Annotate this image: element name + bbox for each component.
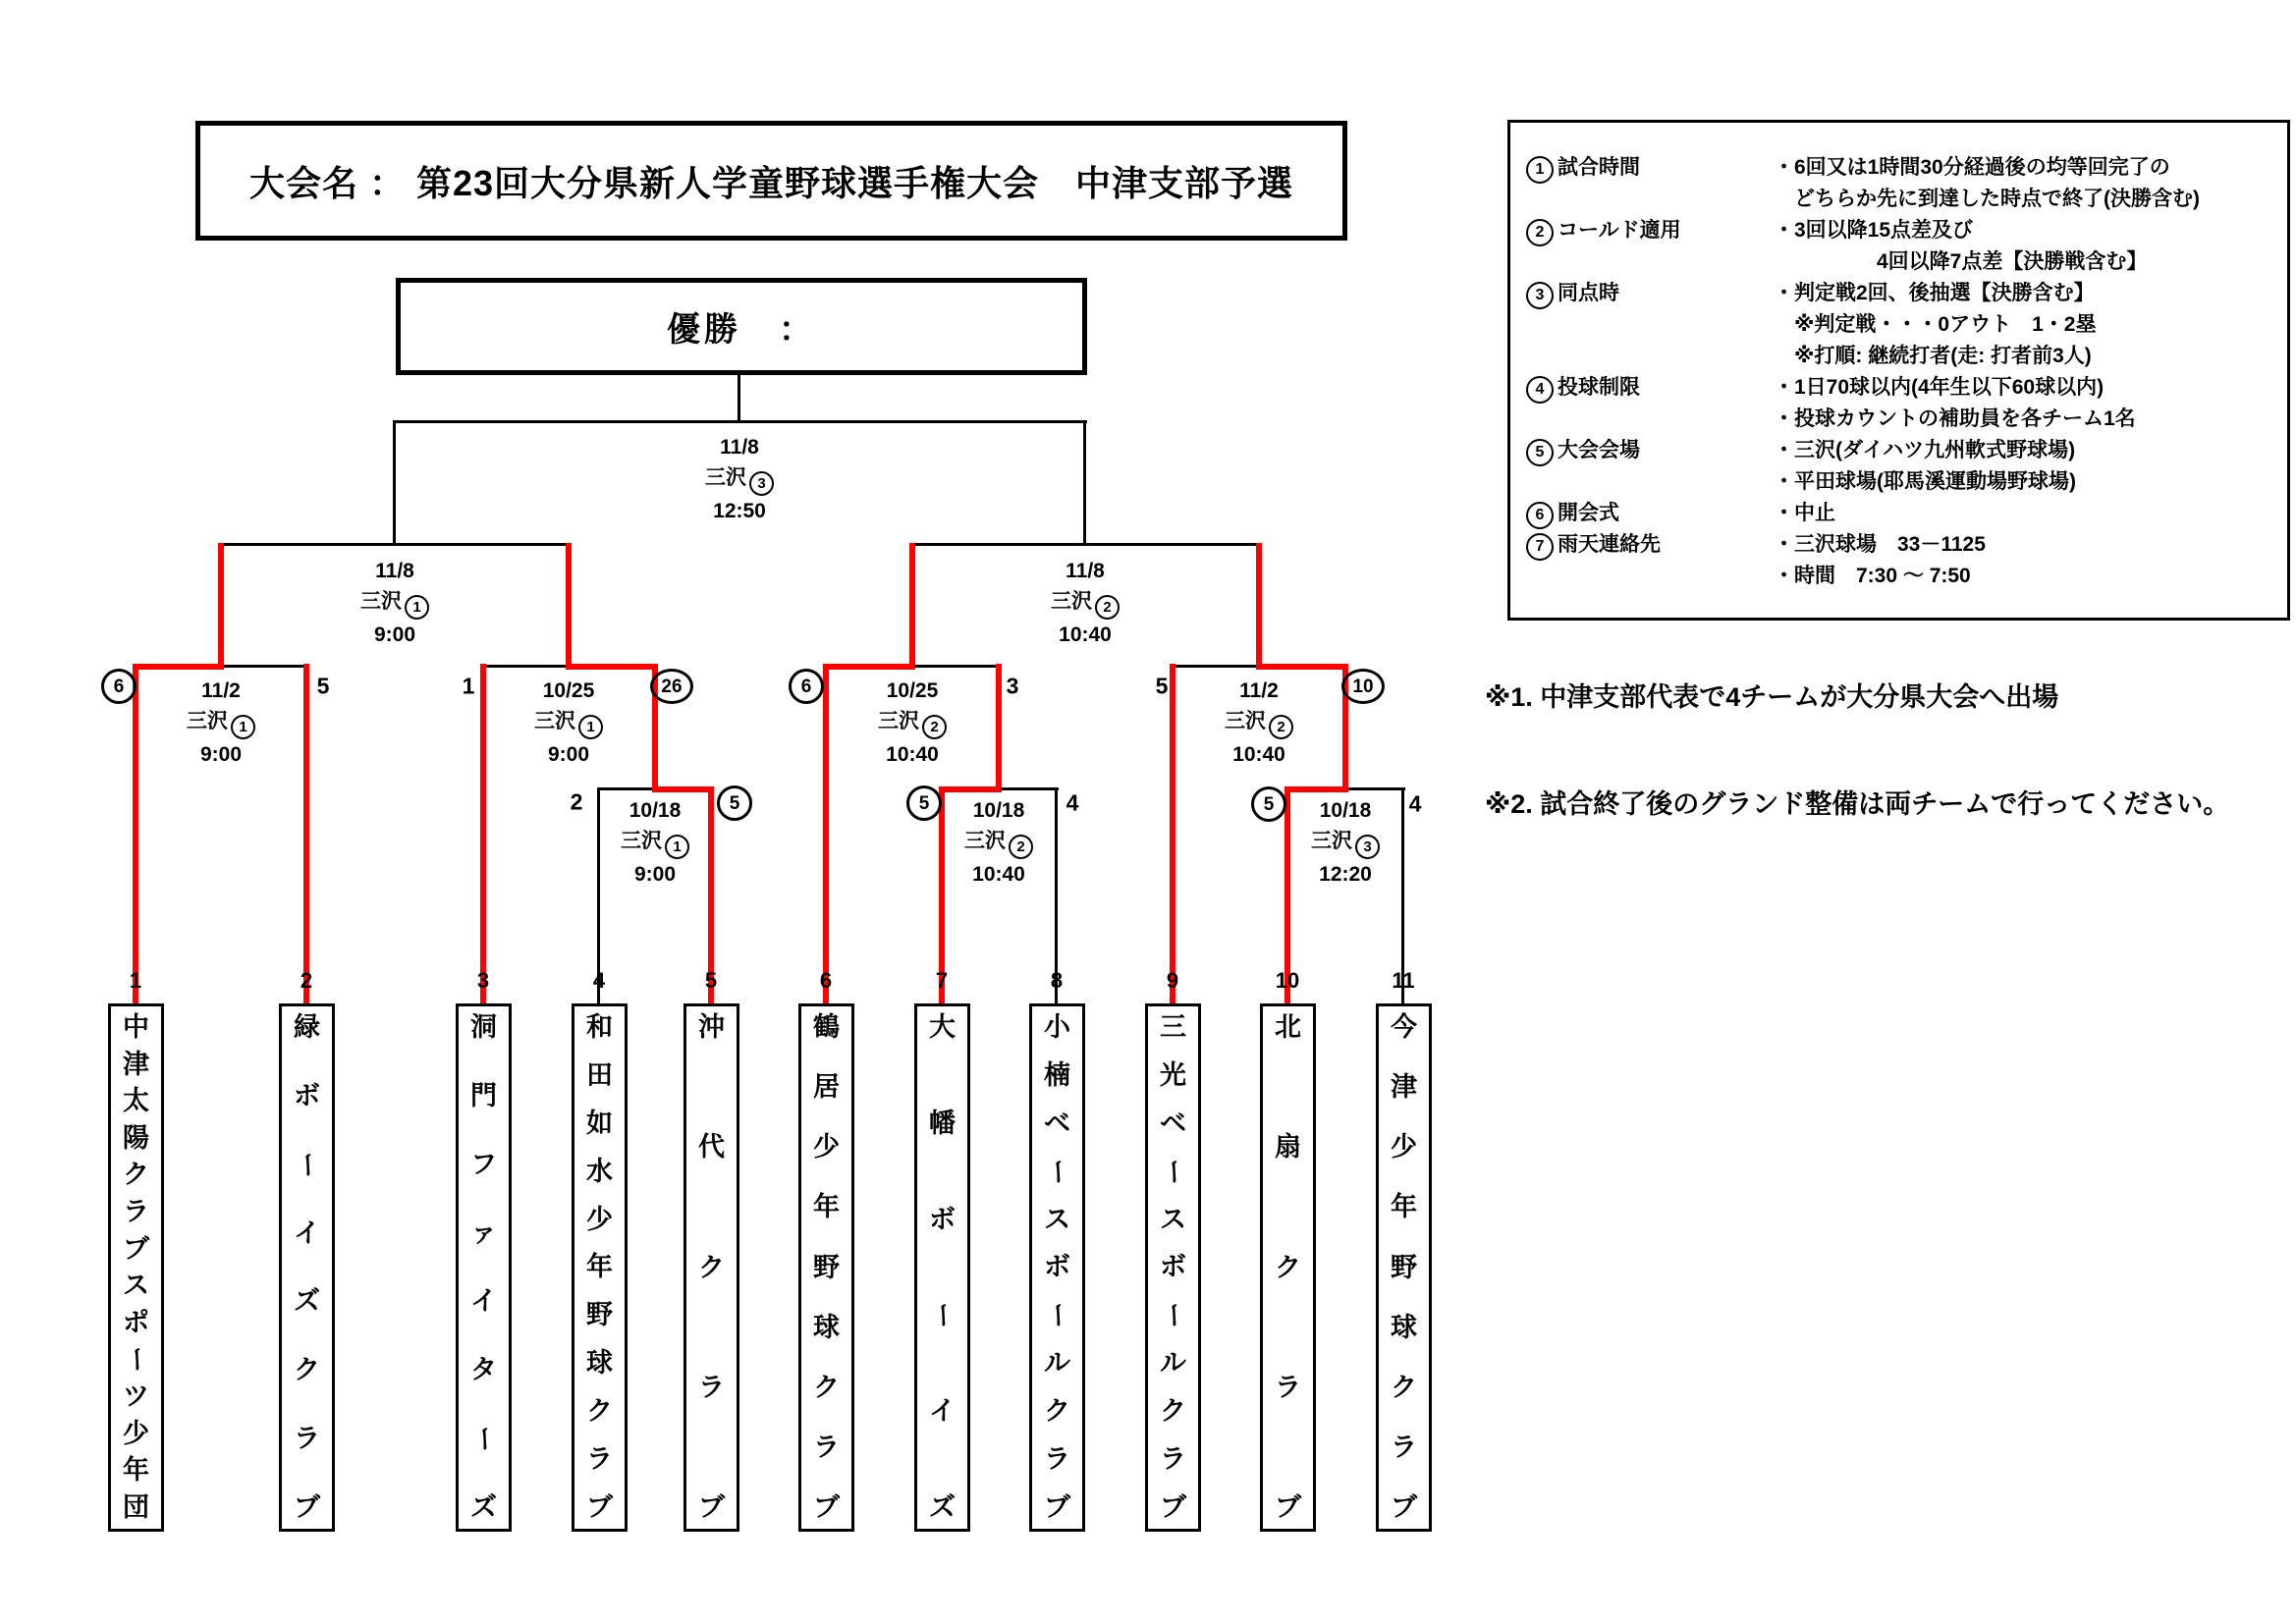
score-r1c-right: 4: [1408, 790, 1422, 817]
rule-row: どちらか先に到達した時点で終了(決勝含む): [1774, 188, 2200, 210]
rule-row: ・平田球場(耶馬溪運動場野球場): [1774, 470, 2076, 493]
team-name: 三 光 ベ ー ス ボ ー ル ク ラ ブ: [1159, 1012, 1188, 1522]
rule-row: ・時間 7:30 ～ 7:50: [1774, 565, 1971, 587]
game-time: 10:40: [972, 863, 1025, 886]
score-qf1-right: 5: [316, 673, 330, 699]
game-venue: 三沢 2: [915, 826, 1082, 859]
rule-row: 6 開会式 ・中止: [1526, 498, 2273, 529]
game-venue: 三沢 1: [137, 706, 304, 739]
rule-row: 4 投球制限 ・1日70球以内(4年生以下60球以内): [1526, 372, 2273, 404]
champion-label: 優勝 ：: [667, 311, 816, 349]
rule-number: 6: [1526, 502, 1554, 529]
team-number-3: 3: [476, 968, 490, 993]
bracket-line: [910, 543, 1261, 546]
winner-path: [1285, 786, 1348, 792]
rules-box: [1507, 120, 2290, 621]
team-box-1: [108, 1003, 164, 1532]
court-number: 1: [231, 715, 255, 739]
game-label-final: [656, 432, 823, 526]
team-box-5: [683, 1003, 739, 1532]
game-date: 10/18: [629, 799, 682, 822]
team-box-8: [1029, 1003, 1085, 1532]
game-time: 12:20: [1319, 863, 1372, 886]
game-time: 10:40: [1232, 743, 1285, 766]
rule-row: 5 大会会場 ・三沢(ダイハツ九州軟式野球場): [1526, 435, 2273, 466]
rule-row: ※打順: 継続打者(走: 打者前3人): [1774, 345, 2092, 367]
score-r1a-left: 2: [570, 788, 583, 815]
game-date: 11/8: [1066, 560, 1105, 582]
bracket-line: [393, 420, 1087, 423]
game-date: 10/18: [1319, 799, 1372, 822]
game-label-qf3: [829, 676, 996, 770]
game-date: 11/2: [1239, 679, 1279, 702]
champion-box: [396, 278, 1087, 375]
winner-path: [652, 786, 714, 792]
game-time: 9:00: [199, 743, 243, 766]
winner-path: [909, 543, 915, 670]
game-time: 9:00: [633, 863, 677, 886]
bracket-line: [1083, 422, 1086, 546]
team-name: 北 扇 ク ラ ブ: [1275, 1012, 1301, 1522]
game-date: 10/18: [972, 799, 1025, 822]
game-time: 10:40: [1059, 623, 1112, 646]
game-venue: 三沢 2: [1175, 706, 1342, 739]
game-label-qf2: [485, 676, 652, 770]
winner-path: [566, 664, 658, 670]
team-name: 緑 ボ ー イ ズ ク ラ ブ: [293, 1012, 322, 1522]
rule-number: 3: [1526, 282, 1554, 309]
game-time: 10:40: [886, 743, 939, 766]
winner-path: [218, 543, 224, 670]
team-name: 鶴 居 少 年 野 球 ク ラ ブ: [813, 1012, 840, 1522]
game-venue: 三沢 3: [1262, 826, 1429, 859]
rule-row: 2 コールド適用 ・3回以降15点差及び: [1526, 215, 2273, 246]
team-number-8: 8: [1050, 968, 1064, 993]
court-number: 2: [1095, 595, 1120, 620]
game-date: 10/25: [886, 679, 939, 702]
team-name: 和 田 如 水 少 年 野 球 ク ラ ブ: [586, 1012, 613, 1522]
game-time: 9:00: [547, 743, 590, 766]
rule-row: 7 雨天連絡先 ・三沢球場 33－1125: [1526, 529, 2273, 561]
rule-row: 1 試合時間 ・6回又は1時間30分経過後の均等回完了の: [1526, 152, 2273, 184]
game-date: 11/2: [201, 679, 241, 702]
court-number: 3: [749, 471, 774, 496]
score-qf4-left: 5: [1155, 673, 1169, 699]
team-number-10: 10: [1275, 968, 1300, 993]
team-number-5: 5: [704, 968, 718, 993]
tournament-title-box: [195, 121, 1347, 241]
team-box-6: [798, 1003, 854, 1532]
note-2: ※2. 試合終了後のグランド整備は両チームで行ってください。: [1485, 789, 2230, 819]
score-r1c-left: 5: [1251, 786, 1286, 822]
team-box-11: [1376, 1003, 1432, 1532]
team-name: 洞 門 フ ァ イ タ ー ズ: [469, 1012, 499, 1522]
team-number-7: 7: [935, 968, 949, 993]
score-qf4-right: 10: [1341, 669, 1385, 704]
score-qf2-right: 26: [650, 669, 693, 704]
court-number: 2: [1269, 715, 1293, 739]
team-number-9: 9: [1166, 968, 1179, 993]
winner-path: [1256, 543, 1262, 670]
team-number-6: 6: [819, 968, 833, 993]
game-label-qf4: [1175, 676, 1342, 770]
game-time: 9:00: [373, 623, 416, 646]
court-number: 1: [578, 715, 603, 739]
bracket-line: [393, 422, 396, 546]
game-venue: 三沢 1: [572, 826, 738, 859]
score-qf1-left: 6: [101, 669, 137, 704]
court-number: 2: [1009, 835, 1033, 859]
rule-number: 5: [1526, 439, 1554, 466]
team-number-4: 4: [592, 968, 606, 993]
game-label-sf1: [311, 556, 478, 650]
rule-row: ※判定戦・・・0アウト 1・2塁: [1774, 313, 2097, 336]
game-label-qf1: [137, 676, 304, 770]
rule-row: ・投球カウントの補助員を各チーム1名: [1774, 407, 2136, 430]
court-number: 3: [1355, 835, 1380, 859]
game-venue: 三沢 2: [829, 706, 996, 739]
team-box-9: [1145, 1003, 1201, 1532]
team-name: 大 幡 ボ ー イ ズ: [928, 1012, 957, 1522]
winner-path: [939, 786, 1002, 792]
team-box-2: [279, 1003, 335, 1532]
score-qf3-right: 3: [1006, 673, 1019, 699]
rule-row: 4回以降7点差【決勝戦含む】: [1774, 250, 2148, 273]
team-name: 小 楠 ベ ー ス ボ ー ル ク ラ ブ: [1043, 1012, 1072, 1522]
team-box-4: [572, 1003, 628, 1532]
game-label-r1a: [572, 795, 738, 890]
team-box-7: [914, 1003, 970, 1532]
note-1: ※1. 中津支部代表で4チームが大分県大会へ出場: [1485, 682, 2059, 712]
team-number-1: 1: [129, 968, 142, 993]
score-qf3-left: 6: [789, 669, 824, 704]
winner-path: [996, 664, 1002, 792]
team-name: 中 津 太 陽 ク ラ ブ ス ポ ー ツ 少 年 団: [122, 1012, 151, 1522]
score-r1b-left: 5: [906, 785, 942, 821]
game-time: 12:50: [713, 500, 766, 522]
court-number: 2: [922, 715, 947, 739]
score-qf2-left: 1: [462, 673, 475, 699]
team-box-10: [1260, 1003, 1316, 1532]
court-number: 1: [665, 835, 689, 859]
tournament-title: 大会名 ： 第23回大分県新人学童野球選手権大会 中津支部予選: [248, 162, 1294, 203]
team-number-11: 11: [1392, 968, 1415, 993]
rule-number: 1: [1526, 156, 1554, 184]
game-venue: 三沢 1: [311, 586, 478, 620]
rule-row: 3 同点時 ・判定戦2回、後抽選【決勝含む】: [1526, 278, 2273, 309]
winner-path: [566, 543, 572, 670]
game-venue: 三沢 1: [485, 706, 652, 739]
winner-path: [133, 664, 224, 670]
rule-number: 4: [1526, 376, 1554, 404]
score-r1a-right: 5: [717, 785, 752, 821]
winner-path: [823, 664, 915, 670]
rule-number: 7: [1526, 533, 1554, 561]
bracket-line: [219, 543, 571, 546]
team-number-2: 2: [300, 968, 313, 993]
game-label-sf2: [1002, 556, 1169, 650]
court-number: 1: [405, 595, 429, 620]
game-date: 11/8: [720, 436, 759, 459]
team-name: 沖 代 ク ラ ブ: [698, 1012, 725, 1522]
game-venue: 三沢 3: [656, 462, 823, 496]
bracket-line: [738, 375, 740, 423]
game-label-r1c: [1262, 790, 1429, 890]
team-name: 今 津 少 年 野 球 ク ラ ブ: [1391, 1012, 1417, 1522]
game-venue: 三沢 2: [1002, 586, 1169, 620]
rule-number: 2: [1526, 219, 1554, 246]
game-date: 11/8: [375, 560, 414, 582]
score-r1b-right: 4: [1066, 789, 1079, 816]
team-box-3: [456, 1003, 512, 1532]
winner-path: [1256, 664, 1348, 670]
game-date: 10/25: [542, 679, 595, 702]
